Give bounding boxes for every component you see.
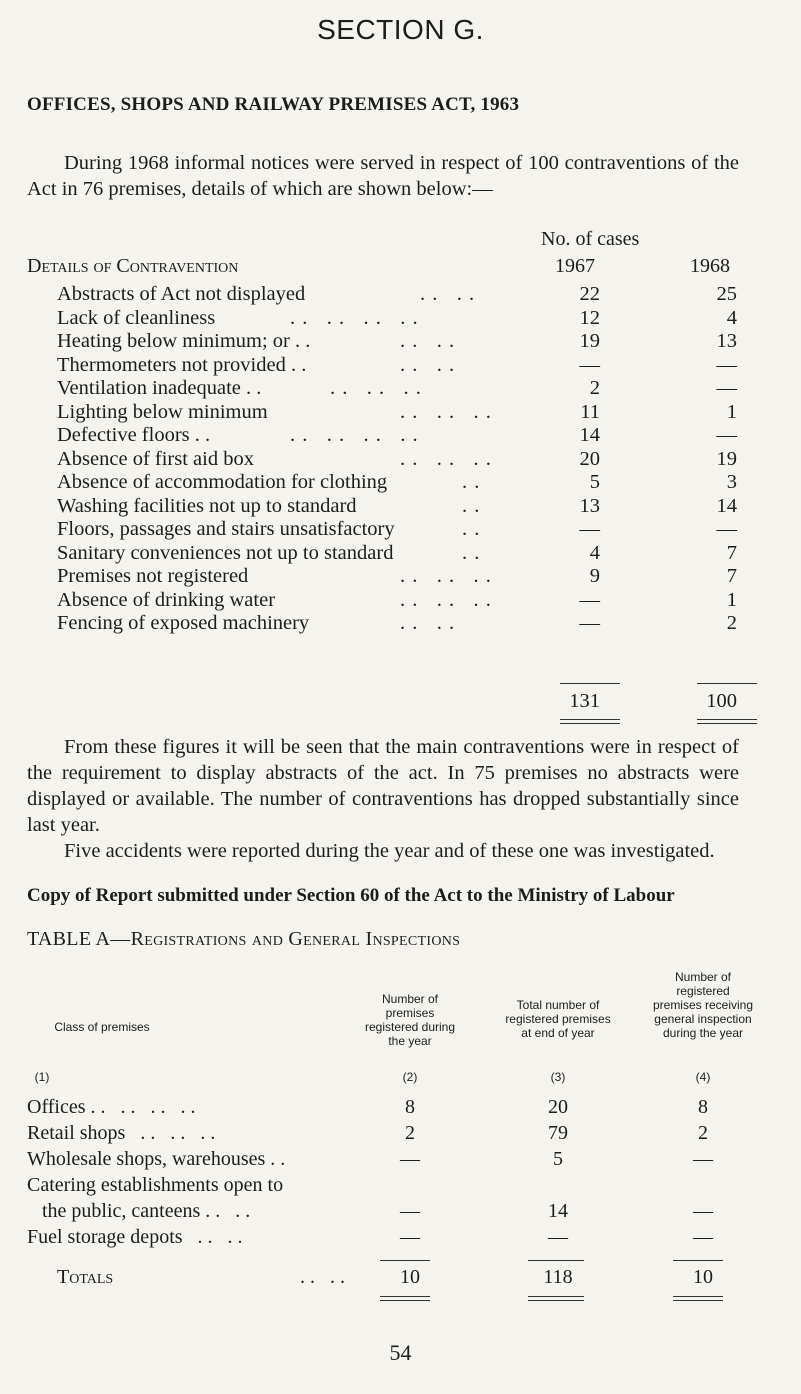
year-1967-header: 1967 — [555, 255, 595, 277]
contravention-label: Heating below minimum; or . . — [57, 330, 311, 352]
table-rule-c3 — [528, 1260, 584, 1261]
total-c2: 10 — [400, 1266, 420, 1288]
contravention-label: Defective floors . . — [57, 424, 211, 446]
leader-dots: . . . . — [400, 330, 456, 352]
leader-dots: . . — [462, 518, 481, 540]
total-registered: 20 — [548, 1096, 568, 1118]
leader-dots: . . . . . . — [400, 400, 492, 423]
table-a-title: TABLE A—Registrations and General Inspections — [27, 928, 461, 950]
leader-dots: . . — [462, 471, 481, 493]
leader-dots: . . . . . . — [400, 565, 492, 587]
contravention-row — [0, 542, 801, 568]
contravention-row — [0, 495, 801, 521]
leader-dots: . . . . . . . . — [290, 424, 419, 446]
leader-dots: . . . . . . — [400, 588, 492, 611]
cases-1968: 14 — [716, 494, 737, 517]
contravention-label: Absence of accommodation for clothing — [57, 471, 388, 493]
total-registered: 5 — [553, 1148, 563, 1170]
contravention-row — [0, 307, 801, 333]
registered-during-year: 8 — [405, 1096, 415, 1118]
cases-1967: — — [579, 588, 600, 611]
premises-class: Fuel storage depots . . . . — [27, 1226, 243, 1248]
leader-dots: . . . . — [400, 353, 456, 376]
contravention-row — [0, 283, 801, 309]
leader-dots: . . . . . . . . — [290, 306, 419, 329]
col2-number: (2) — [402, 1070, 418, 1084]
table-a-row — [0, 1200, 801, 1226]
table-a-row — [0, 1096, 801, 1122]
cases-1968: 7 — [726, 541, 737, 564]
table-a-row — [0, 1226, 801, 1252]
cases-1968: 19 — [716, 447, 737, 470]
intro-text: During 1968 informal notices were served in respect of 100 contraventions of the Act in 76 premises, details of which are shown below:— — [27, 152, 739, 200]
cases-1967: 20 — [579, 447, 600, 470]
contravention-label: Floors, passages and stairs unsatisfactory — [57, 518, 395, 540]
cases-1967: 22 — [579, 283, 600, 305]
cases-1968: — — [716, 424, 737, 446]
total-registered: — — [548, 1226, 568, 1248]
contravention-label: Absence of drinking water — [57, 588, 276, 611]
leader-dots: . . . . . . — [330, 377, 422, 399]
cases-1967: 2 — [589, 377, 600, 399]
double-rule-1968 — [697, 719, 757, 724]
analysis-text: From these figures it will be seen that the main contraventions were in respect of the requirement to display abstracts of the act. In 75 premises no abstracts were displayed or available. The number of contraventions has dropped substantially since last year. — [27, 736, 739, 836]
totals-label: Totals — [57, 1266, 114, 1288]
premises-class: Catering establishments open to — [27, 1174, 284, 1196]
col3-number: (3) — [550, 1070, 566, 1084]
contravention-label: Lack of cleanliness — [57, 306, 216, 329]
cases-1968: 25 — [716, 283, 737, 305]
cases-header: No. of cases — [541, 228, 640, 250]
cases-1968: 7 — [726, 565, 737, 587]
cases-1968: 3 — [726, 471, 737, 493]
page-number: 54 — [389, 1340, 412, 1365]
total-registered: 79 — [548, 1122, 568, 1144]
contravention-label: Absence of first aid box — [57, 447, 254, 470]
leader-dots: . . . . — [400, 612, 456, 634]
registered-during-year: — — [400, 1200, 420, 1222]
table-a-totals-row — [0, 1266, 801, 1292]
leader-dots: . . — [462, 494, 481, 517]
premises-class: Retail shops . . . . . . — [27, 1122, 216, 1144]
registered-during-year: 2 — [405, 1122, 415, 1144]
inspected-during-year: 2 — [698, 1122, 708, 1144]
cases-1968: 13 — [716, 330, 737, 352]
cases-1967: 4 — [589, 541, 600, 564]
accidents-text: Five accidents were reported during the year and of these one was investigated. — [64, 840, 715, 862]
cases-1967: 14 — [579, 424, 600, 446]
table-rule-c4 — [673, 1260, 723, 1261]
cases-1967: 5 — [589, 471, 600, 493]
leader-dots: . . . . . . — [400, 447, 492, 470]
contravention-label: Abstracts of Act not displayed — [57, 283, 306, 305]
contravention-label: Washing facilities not up to standard — [57, 494, 357, 517]
cases-1967: 13 — [579, 494, 600, 517]
table-a-row — [0, 1148, 801, 1174]
total-c3: 118 — [543, 1266, 573, 1288]
contravention-row — [0, 354, 801, 380]
cases-1967: 9 — [589, 565, 600, 587]
contravention-row — [0, 424, 801, 450]
total-1968: 100 — [706, 690, 737, 712]
cases-1968: — — [716, 353, 737, 376]
contravention-row — [0, 589, 801, 615]
leader-dots: . . — [462, 541, 481, 564]
contravention-label: Premises not registered — [57, 565, 249, 587]
total-c4: 10 — [693, 1266, 713, 1288]
table-double-rule-c4 — [673, 1296, 723, 1301]
col3-header: Total number of registered premises at end of year — [505, 998, 611, 1040]
cases-1968: 1 — [726, 588, 737, 611]
cases-1968: 4 — [726, 306, 737, 329]
col1-header: Class of premises — [54, 1020, 150, 1034]
total-rule-1968 — [697, 683, 757, 684]
table-double-rule-c3 — [528, 1296, 584, 1301]
table-rule-c2 — [380, 1260, 430, 1261]
intro-paragraph — [27, 150, 739, 202]
cases-1968: 1 — [726, 400, 737, 423]
table-a-row — [0, 1174, 801, 1200]
cases-1967: — — [579, 353, 600, 376]
contravention-row — [0, 377, 801, 403]
table-a-row — [0, 1122, 801, 1148]
contravention-row — [0, 330, 801, 356]
contravention-row — [0, 401, 801, 427]
year-1968-header: 1968 — [690, 255, 730, 277]
contravention-label: Sanitary conveniences not up to standard — [57, 541, 394, 564]
col4-number: (4) — [695, 1070, 711, 1084]
cases-1967: — — [579, 518, 600, 540]
col4-header: Number of registered premises receiving general inspection during the year — [652, 970, 754, 1040]
contravention-row — [0, 612, 801, 638]
cases-1967: 11 — [580, 400, 600, 423]
col2-header: Number of premises registered during the year — [364, 992, 456, 1048]
table-double-rule-c2 — [380, 1296, 430, 1301]
section-title: SECTION G. — [317, 14, 484, 45]
contravention-row — [0, 518, 801, 544]
cases-1968: — — [716, 377, 737, 399]
registered-during-year: — — [400, 1226, 420, 1248]
inspected-during-year: 8 — [698, 1096, 708, 1118]
cases-1967: — — [579, 612, 600, 634]
cases-1968: — — [716, 518, 737, 540]
registered-during-year: — — [400, 1148, 420, 1170]
double-rule-1967 — [560, 719, 620, 724]
contravention-label: Fencing of exposed machinery — [57, 612, 310, 634]
contravention-row — [0, 448, 801, 474]
total-registered: 14 — [548, 1200, 568, 1222]
inspected-during-year: — — [693, 1226, 713, 1248]
contravention-label: Lighting below minimum — [57, 400, 268, 423]
details-header: Details of Contravention — [27, 255, 239, 277]
cases-1967: 12 — [579, 306, 600, 329]
total-1967: 131 — [569, 690, 600, 712]
cases-1968: 2 — [726, 612, 737, 634]
premises-class: Wholesale shops, warehouses . . — [27, 1148, 286, 1170]
contravention-row — [0, 471, 801, 497]
leader-dots: . . . . — [420, 283, 476, 305]
accidents-paragraph — [27, 838, 739, 864]
contravention-label: Thermometers not provided . . — [57, 353, 307, 376]
act-title: OFFICES, SHOPS AND RAILWAY PREMISES ACT, 1963 — [27, 94, 520, 115]
col1-number: (1) — [34, 1070, 50, 1084]
cases-1967: 19 — [579, 330, 600, 352]
analysis-paragraph — [27, 734, 739, 838]
total-rule-1967 — [560, 683, 620, 684]
premises-class: Offices . . . . . . . . — [27, 1096, 196, 1118]
contravention-label: Ventilation inadequate . . — [57, 377, 262, 399]
contravention-row — [0, 565, 801, 591]
inspected-during-year: — — [693, 1148, 713, 1170]
totals-dots: . . . . — [300, 1266, 345, 1288]
premises-class: the public, canteens . . . . — [27, 1200, 251, 1222]
report-heading: Copy of Report submitted under Section 60 of the Act to the Ministry of Labour — [27, 885, 675, 906]
inspected-during-year: — — [693, 1200, 713, 1222]
